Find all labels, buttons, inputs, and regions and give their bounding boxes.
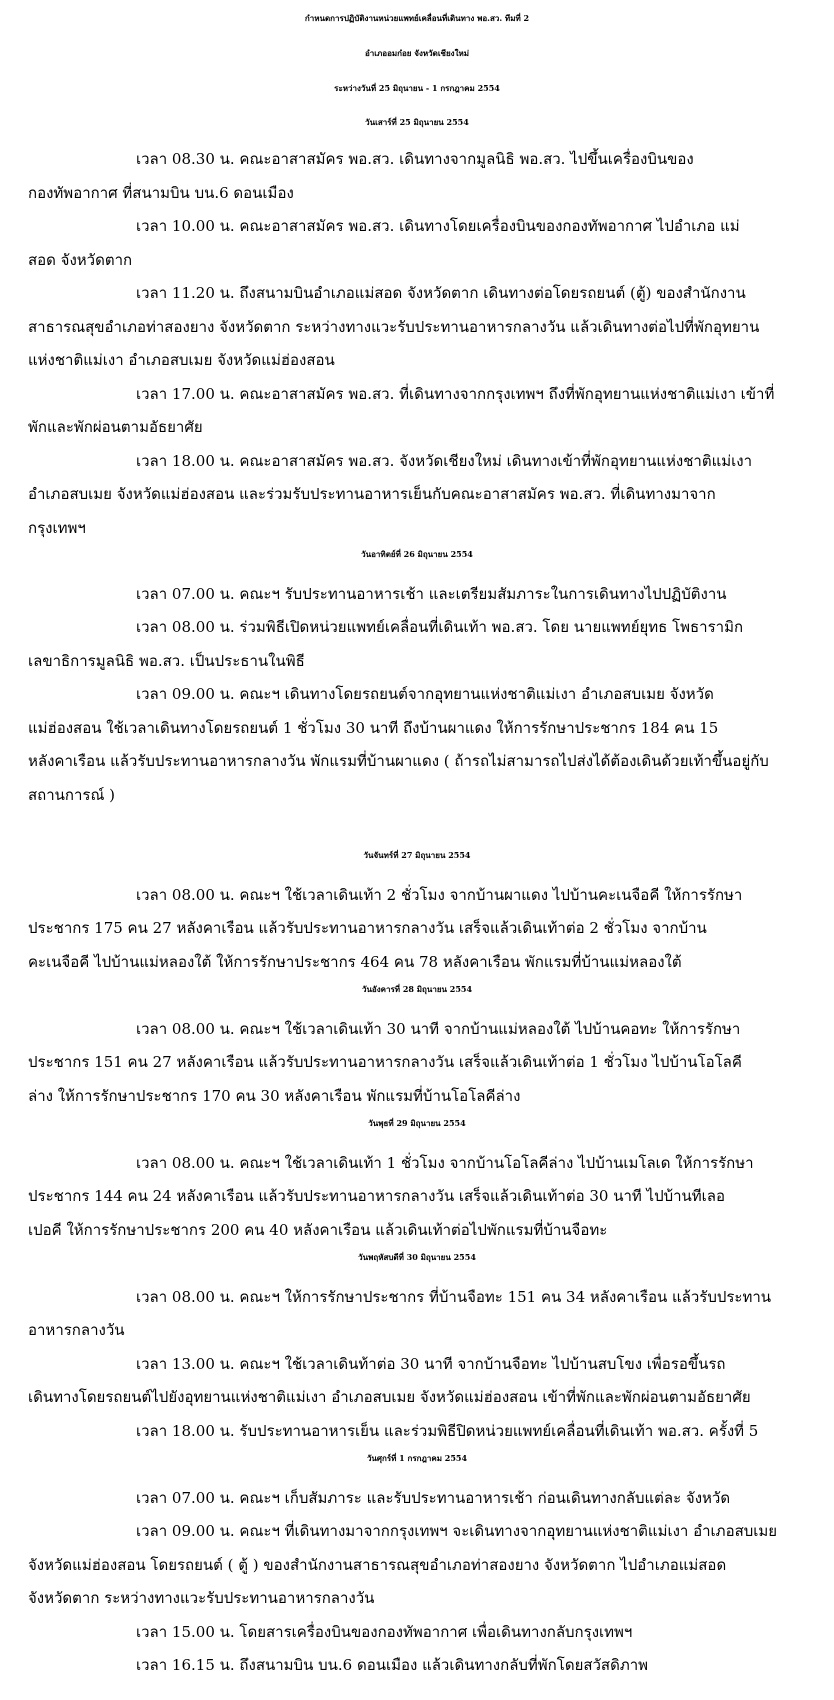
schedule-line: หลังคาเรือน แล้วรับประทานอาหารกลางวัน พักแรมที่บ้านผาแดง ( ถ้ารถไม่สามารถไปส่งได้ต้องเดินด้วยเท้าขึ้นอยู่กับ — [28, 752, 769, 770]
schedule-line: เดินทางโดยรถยนต์ไปยังอุทยานแห่งชาติแม่เงา อำเภอสบเมย จังหวัดแม่ฮ่องสอน เข้าที่พักและพักผ่อนตามอัธยาศัย — [28, 1388, 751, 1406]
schedule-line: เวลา 10.00 น. คณะอาสาสมัคร พอ.สว. เดินทางโดยเครื่องบินของกองทัพอากาศ ไปอำเภอ แม่ — [136, 217, 740, 235]
schedule-line: อาหารกลางวัน — [28, 1321, 125, 1339]
day-heading: วันเสาร์ที่ 25 มิถุนายน 2554 — [365, 117, 469, 127]
schedule-line: แห่งชาติแม่เงา อำเภอสบเมย จังหวัดแม่ฮ่องสอน — [28, 351, 335, 369]
schedule-line: เลขาธิการมูลนิธิ พอ.สว. เป็นประธานในพิธี — [28, 652, 305, 670]
schedule-line: เวลา 15.00 น. โดยสารเครื่องบินของกองทัพอากาศ เพื่อเดินทางกลับกรุงเทพฯ — [136, 1623, 633, 1641]
schedule-line: ประชากร 151 คน 27 หลังคาเรือน แล้วรับประทานอาหารกลางวัน เสร็จแล้วเดินเท้าต่อ 1 ชั่วโมง ไปบ้านโอโลคี — [28, 1053, 742, 1071]
schedule-line: กองทัพอากาศ ที่สนามบิน บน.6 ดอนเมือง — [28, 184, 294, 202]
document-title: กำหนดการปฏิบัติงานหน่วยแพทย์เคลื่อนที่เดินทาง พอ.สว. ทีมที่ 2 — [304, 13, 530, 23]
schedule-line: เวลา 08.30 น. คณะอาสาสมัคร พอ.สว. เดินทางจากมูลนิธิ พอ.สว. ไปขึ้นเครื่องบินของ — [136, 150, 694, 168]
schedule-line: เวลา 11.20 น. ถึงสนามบินอำเภอแม่สอด จังหวัดตาก เดินทางต่อโดยรถยนต์ (ตู้) ของสำนักงาน — [136, 284, 746, 302]
day-heading: วันจันทร์ที่ 27 มิถุนายน 2554 — [363, 850, 471, 860]
day-heading: วันพุธที่ 29 มิถุนายน 2554 — [368, 1118, 466, 1128]
schedule-line: สาธารณสุขอำเภอท่าสองยาง จังหวัดตาก ระหว่างทางแวะรับประทานอาหารกลางวัน แล้วเดินทางต่อไปที่พักอุทยาน — [28, 318, 760, 336]
schedule-line: เวลา 13.00 น. คณะฯ ใช้เวลาเดินท้าต่อ 30 นาที จากบ้านจือทะ ไปบ้านสบโขง เพื่อรอขึ้นรถ — [136, 1355, 726, 1373]
day-heading: วันอังคารที่ 28 มิถุนายน 2554 — [361, 984, 473, 994]
schedule-line: ประชากร 175 คน 27 หลังคาเรือน แล้วรับประทานอาหารกลางวัน เสร็จแล้วเดินเท้าต่อ 2 ชั่วโมง จากบ้าน — [28, 919, 707, 937]
day-heading: วันศุกร์ที่ 1 กรกฎาคม 2554 — [366, 1453, 468, 1463]
schedule-line: อำเภอสบเมย จังหวัดแม่ฮ่องสอน และร่วมรับประทานอาหารเย็นกับคณะอาสาสมัคร พอ.สว. ที่เดินทางมาจาก — [28, 485, 716, 503]
schedule-line: สอด จังหวัดตาก — [28, 251, 133, 269]
schedule-line: เวลา 08.00 น. คณะฯ ให้การรักษาประชากร ที่บ้านจือทะ 151 คน 34 หลังคาเรือน แล้วรับประทาน — [136, 1288, 772, 1306]
schedule-line: เวลา 18.00 น. คณะอาสาสมัคร พอ.สว. จังหวัดเชียงใหม่ เดินทางเข้าที่พักอุทยานแห่งชาติแม่เงา — [136, 452, 753, 470]
schedule-line: ล่าง ให้การรักษาประชากร 170 คน 30 หลังคาเรือน พักแรมที่บ้านโอโลคีล่าง — [28, 1087, 521, 1105]
schedule-line: จังหวัดตาก ระหว่างทางแวะรับประทานอาหารกลางวัน — [28, 1589, 375, 1607]
schedule-line: เวลา 09.00 น. คณะฯ เดินทางโดยรถยนต์จากอุทยานแห่งชาติแม่เงา อำเภอสบเมย จังหวัด — [136, 685, 714, 703]
schedule-line: เวลา 09.00 น. คณะฯ ที่เดินทางมาจากกรุงเทพฯ จะเดินทางจากอุทยานแห่งชาติแม่เงา อำเภอสบเมย — [136, 1522, 778, 1540]
schedule-line: เวลา 08.00 น. คณะฯ ใช้เวลาเดินเท้า 2 ชั่วโมง จากบ้านผาแดง ไปบ้านคะเนจือคี ให้การรักษา — [136, 886, 743, 904]
schedule-line: คะเนจือคี ไปบ้านแม่หลองใต้ ให้การรักษาประชากร 464 คน 78 หลังคาเรือน พักแรมที่บ้านแม่หลองใต้ — [28, 953, 682, 971]
schedule-line: แม่ฮ่องสอน ใช้เวลาเดินทางโดยรถยนต์ 1 ชั่วโมง 30 นาที ถึงบ้านผาแดง ให้การรักษาประชากร 184 คน 15 — [28, 719, 719, 737]
document-period: ระหว่างวันที่ 25 มิถุนายน - 1 กรกฎาคม 2554 — [334, 83, 500, 93]
day-heading: วันพฤหัสบดีที่ 30 มิถุนายน 2554 — [358, 1252, 476, 1262]
schedule-line: จังหวัดแม่ฮ่องสอน โดยรถยนต์ ( ตู้ ) ของสำนักงานสาธารณสุขอำเภอท่าสองยาง จังหวัดตาก ไปอำเภอแม่สอด — [28, 1556, 727, 1574]
schedule-line: พักและพักผ่อนตามอัธยาศัย — [28, 418, 203, 436]
schedule-line: เวลา 16.15 น. ถึงสนามบิน บน.6 ดอนเมือง แล้วเดินทางกลับที่พักโดยสวัสดิภาพ — [136, 1656, 649, 1674]
schedule-line: เวลา 18.00 น. รับประทานอาหารเย็น และร่วมพิธีปิดหน่วยแพทย์เคลื่อนที่เดินเท้า พอ.สว. ครั้งที่ 5 — [136, 1422, 759, 1440]
document-location: อำเภออมก๋อย จังหวัดเชียงใหม่ — [364, 48, 470, 58]
schedule-line: เวลา 07.00 น. คณะฯ เก็บสัมภาระ และรับประทานอาหารเช้า ก่อนเดินทางกลับแต่ละ จังหวัด — [136, 1489, 731, 1507]
schedule-line: เวลา 08.00 น. คณะฯ ใช้เวลาเดินเท้า 1 ชั่วโมง จากบ้านโอโลคีล่าง ไปบ้านเมโลเด ให้การรักษา — [136, 1154, 754, 1172]
schedule-line: เปอคี ให้การรักษาประชากร 200 คน 40 หลังคาเรือน แล้วเดินเท้าต่อไปพักแรมที่บ้านจือทะ — [28, 1221, 608, 1239]
schedule-line: เวลา 17.00 น. คณะอาสาสมัคร พอ.สว. ที่เดินทางจากกรุงเทพฯ ถึงที่พักอุทยานแห่งชาติแม่เงา เข้าที่ — [136, 385, 775, 403]
schedule-line: เวลา 08.00 น. ร่วมพิธีเปิดหน่วยแพทย์เคลื่อนที่เดินเท้า พอ.สว. โดย นายแพทย์ยุทธ โพธารามิก — [136, 618, 744, 636]
schedule-line: สถานการณ์ ) — [28, 786, 116, 804]
day-heading: วันอาทิตย์ที่ 26 มิถุนายน 2554 — [361, 549, 473, 559]
schedule-line: เวลา 08.00 น. คณะฯ ใช้เวลาเดินเท้า 30 นาที จากบ้านแม่หลองใต้ ไปบ้านคอทะ ให้การรักษา — [136, 1020, 741, 1038]
schedule-line: ประชากร 144 คน 24 หลังคาเรือน แล้วรับประทานอาหารกลางวัน เสร็จแล้วเดินเท้าต่อ 30 นาที ไปบ้านทีเลอ — [28, 1187, 726, 1205]
schedule-line: กรุงเทพฯ — [28, 519, 86, 537]
schedule-line: เวลา 07.00 น. คณะฯ รับประทานอาหารเช้า และเตรียมสัมภาระในการเดินทางไปปฏิบัติงาน — [136, 585, 727, 603]
